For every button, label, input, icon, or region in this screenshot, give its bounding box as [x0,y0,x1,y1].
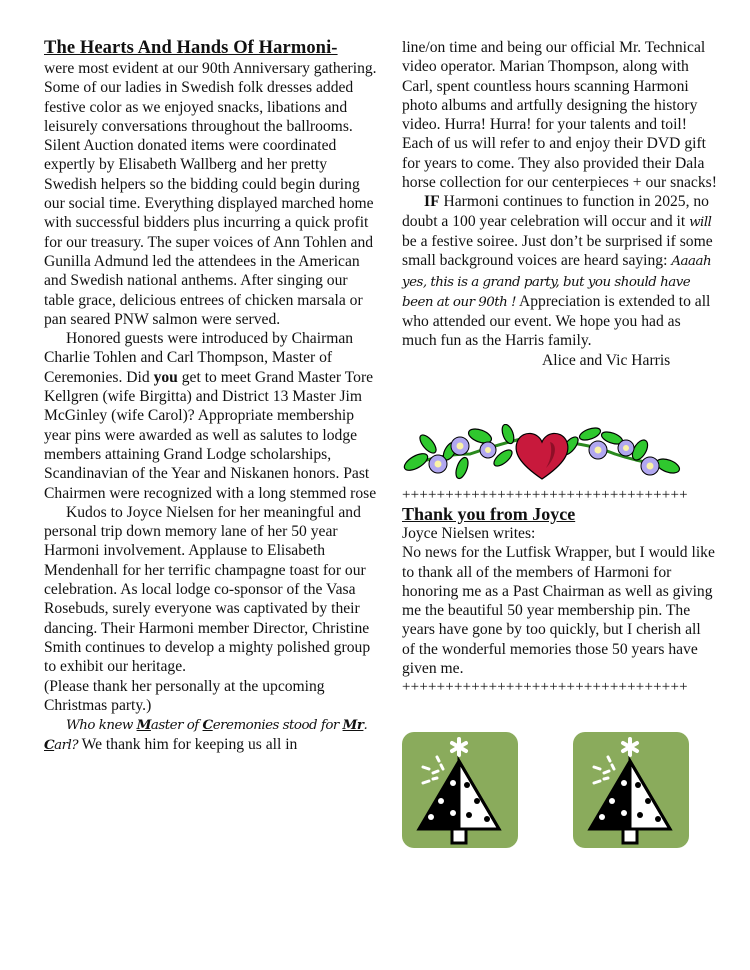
left-column [44,38,380,756]
para-text: Appreciation is extended to all who attended our event. We hope you had as much fun as the Harris family. [402,292,711,350]
mc-joke-letter-m: M [136,717,151,734]
joyce-intro: Joyce Nielsen writes: [402,525,536,542]
mc-joke-letter-c: C [202,717,213,734]
right-column-top [402,38,717,370]
article-paragraph-4: (Please thank her personally at the upcoming Christmas party.) [44,677,325,714]
flower-icon [451,437,469,455]
mc-joke-letter-carl-c: C [44,737,55,754]
separator-line-2: +++++++++++++++++++++++++++++++++ [402,679,688,696]
leaf-icon [500,424,516,445]
christmas-tree-icon [401,731,519,849]
mc-joke-part: aster of [150,718,203,734]
article-heading: The Hearts And Hands Of Harmoni- [44,38,338,58]
mc-joke-part: . [363,718,368,734]
flower-icon [429,455,447,473]
mc-joke-part: arl? [54,738,79,754]
quote-italic: Aaaah yes, this is a grand party, but you should have been at our 90th ! [402,254,712,310]
mc-joke-letters-mr: Mr [342,717,364,734]
leaf-icon [402,450,431,473]
leaf-icon [454,456,471,480]
leaf-icon [417,432,439,455]
para2-text-a: Honored guests were introduced by Chairman Charlie Tohlen and Carl Thompson, Master of Ceremonies. Did [44,330,354,386]
heart-icon [516,433,568,479]
para2-bold-you: you [153,368,178,386]
separator-line: +++++++++++++++++++++++++++++++++ [402,487,688,503]
article-paragraph-3: Kudos to Joyce Nielsen for her meaningful and personal trip down memory lane of her 50 year Harmoni involvement. Applause to Elisabeth Mendenhall for her terrific champagne toast for our celebration. As local lodge co-sponsor of the Vasa Rosebuds, surely everyone was captivated by their dancing. Their Harmoni member Director, Christine Smith continues to develop a mighty polished group to exhibit our heritage. [44,503,371,676]
joyce-text: No news for the Lutfisk Wrapper, but I would like to thank all of the members of Harmoni for honoring me as a Past Chairman as well as giving me the beautiful 50 year membership pin. The years have gone by too quickly, but I cherish all of the wonderful memories those 50 years have given me. [402,544,715,678]
thank-you-heading: Thank you from Joyce [402,504,576,524]
signature: Alice and Vic Harris [542,351,671,369]
right-paragraph-1: line/on time and being our official Mr. Technical video operator. Marian Thompson, along with Carl, spent countless hours scanning Harmoni photo albums and artfully designing the history video. Hurra! Hurra! for your talents and toil! Each of us will refer to and enjoy their DVD gift for years to come. They also provided their Dala horse collection for our centerpieces + our snacks! [402,39,717,192]
flower-icon [589,441,607,459]
leaf-icon [578,426,602,443]
mc-joke-part: Who knew [66,718,137,734]
flower-icon [618,440,634,456]
will-italic: will [689,214,712,230]
article-paragraph-5 [44,715,380,756]
para2-text-b: get to meet Grand Master Tore Kellgren (wife Birgitta) and District 13 Master Jim McGinley (wife Carol)? Appropriate membership year pins were awarded as well as salutes to lodge members attaining Grand Lodge scholarships, Scandinavian of the Year and Niskanen honors. Past Chairmen were recognized with a long stemmed rose [44,368,377,502]
right-column-bottom [402,486,717,696]
mc-joke-part: eremonies stood for [212,718,343,734]
christmas-tree-icon [572,731,690,849]
heart-flower-garland-image [400,424,685,484]
flower-icon [480,442,496,458]
para5-rest: We thank him for keeping us all in [78,736,298,754]
para-text: Harmoni continues to function in 2025, no doubt a 100 year celebration will occur and it [402,193,709,230]
if-bold: IF [424,193,440,211]
right-paragraph-2 [402,192,717,350]
para-text: be a festive soiree. Just don’t be surprised if some small background voices are heard saying: [402,232,713,270]
flower-icon [641,457,659,475]
article-paragraph-2 [44,329,380,503]
article-paragraph-1: were most evident at our 90th Anniversary gathering. Some of our ladies in Swedish folk dresses added festive color as we enjoyed snacks, libations and leisurely conversations throughout the ballrooms. Silent Auction donated items were coordinated expertly by Elisabeth Wallberg and her pretty Swedish helpers so the bidding could begin during our social time. Everything displayed marched home with successful bidders plus incurring a quick profit for our treasury. The super voices of Ann Tohlen and Gunilla Admund led the attendees in the American and Swedish national anthems. After singing our table grace, delicious entrees of chicken marsala or pan seared PNW salmon were served. [44,60,377,328]
